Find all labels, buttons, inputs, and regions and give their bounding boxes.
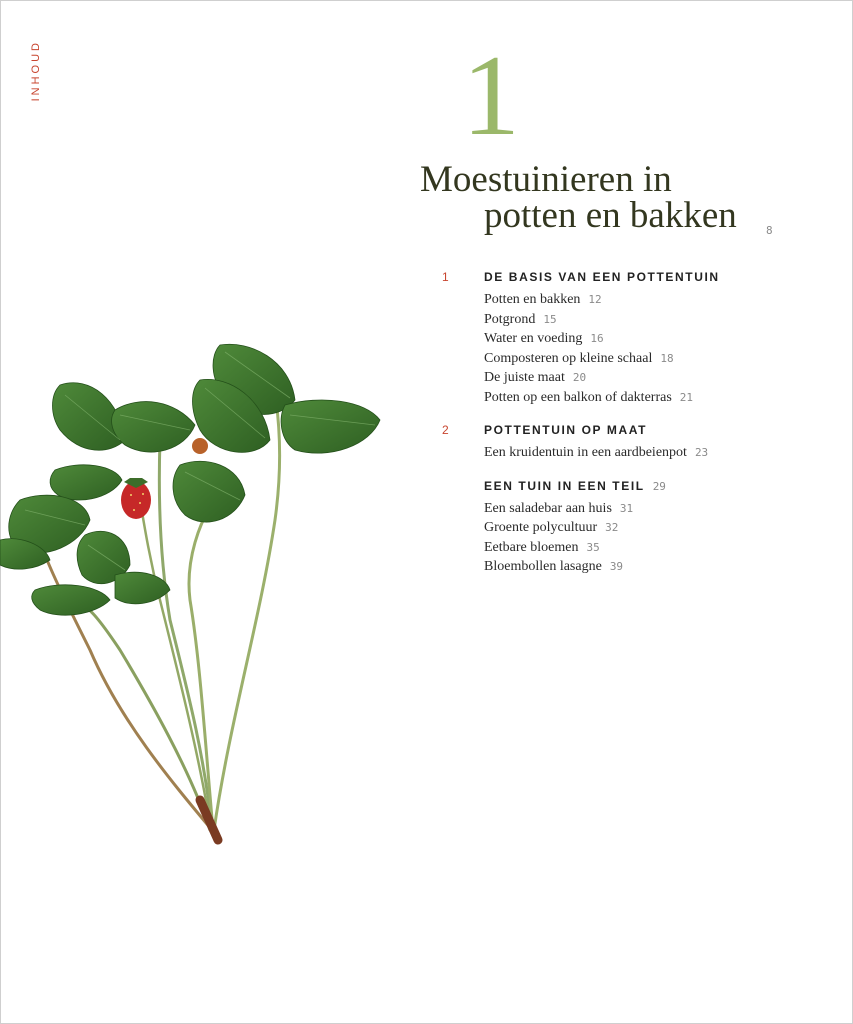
- toc-entry[interactable]: [436, 290, 836, 310]
- chapter-page-number: 8: [766, 224, 773, 237]
- strawberry-plant-illustration: [0, 330, 400, 860]
- section-title[interactable]: EEN TUIN IN EEN TEIL: [484, 478, 645, 493]
- toc-entry[interactable]: [436, 368, 836, 388]
- toc-entry-label: Bloembollen lasagne: [484, 559, 602, 574]
- chapter-title: [420, 159, 750, 236]
- toc-entry-page: 39: [609, 560, 624, 573]
- chapter-number: 1: [462, 32, 520, 160]
- toc-entry-page: 18: [660, 351, 674, 365]
- toc-entry-page: 12: [588, 293, 602, 306]
- chapter-title-line2: potten en bakken: [484, 195, 737, 236]
- toc-entry[interactable]: [436, 538, 836, 558]
- toc-entry-page: 32: [605, 521, 619, 534]
- toc-entry-page: 15: [543, 312, 557, 326]
- toc-entry-label: De juiste maat: [484, 370, 565, 385]
- section-number: 1: [442, 270, 449, 284]
- section-page: 29: [652, 479, 666, 493]
- table-of-contents: [436, 270, 836, 593]
- toc-entry-page: 31: [619, 501, 634, 515]
- chapter-title-line1: Moestuinieren in: [420, 159, 672, 200]
- toc-entry[interactable]: [436, 518, 836, 538]
- toc-entry-label: Potten op een balkon of dakterras: [484, 389, 672, 405]
- section-title[interactable]: DE BASIS VAN EEN POTTENTUIN: [484, 270, 720, 284]
- toc-entry-label: Composteren op kleine schaal: [484, 350, 653, 366]
- toc-entry-page: 20: [572, 371, 587, 384]
- toc-entry[interactable]: [436, 329, 836, 349]
- toc-entry-label: Potten en bakken: [484, 292, 581, 307]
- toc-entry[interactable]: [436, 310, 836, 330]
- toc-entry-page: 23: [694, 446, 709, 459]
- toc-entry[interactable]: [436, 443, 836, 463]
- toc-entry[interactable]: [436, 557, 836, 577]
- toc-entry-page: 21: [679, 390, 694, 404]
- toc-entry-page: 35: [586, 540, 600, 554]
- toc-entry[interactable]: [436, 388, 836, 408]
- toc-section-3: [436, 479, 836, 577]
- toc-entry-label: Water en voeding: [484, 331, 583, 346]
- toc-section-1: [436, 270, 836, 407]
- toc-section-2: [436, 423, 836, 463]
- toc-entry-label: Een kruidentuin in een aardbeienpot: [484, 445, 687, 460]
- unripe-berry: [192, 438, 208, 454]
- toc-entry-label: Een saladebar aan huis: [484, 500, 612, 516]
- toc-entry[interactable]: [436, 499, 836, 519]
- toc-entry-label: Potgrond: [484, 311, 536, 327]
- section-title[interactable]: POTTENTUIN OP MAAT: [484, 423, 648, 437]
- section-number: 2: [442, 423, 449, 437]
- section-side-label: INHOUD: [30, 40, 42, 102]
- toc-entry-page: 16: [590, 332, 604, 345]
- toc-entry[interactable]: [436, 349, 836, 369]
- toc-entry-label: Groente polycultuur: [484, 520, 598, 535]
- toc-entry-label: Eetbare bloemen: [484, 539, 579, 555]
